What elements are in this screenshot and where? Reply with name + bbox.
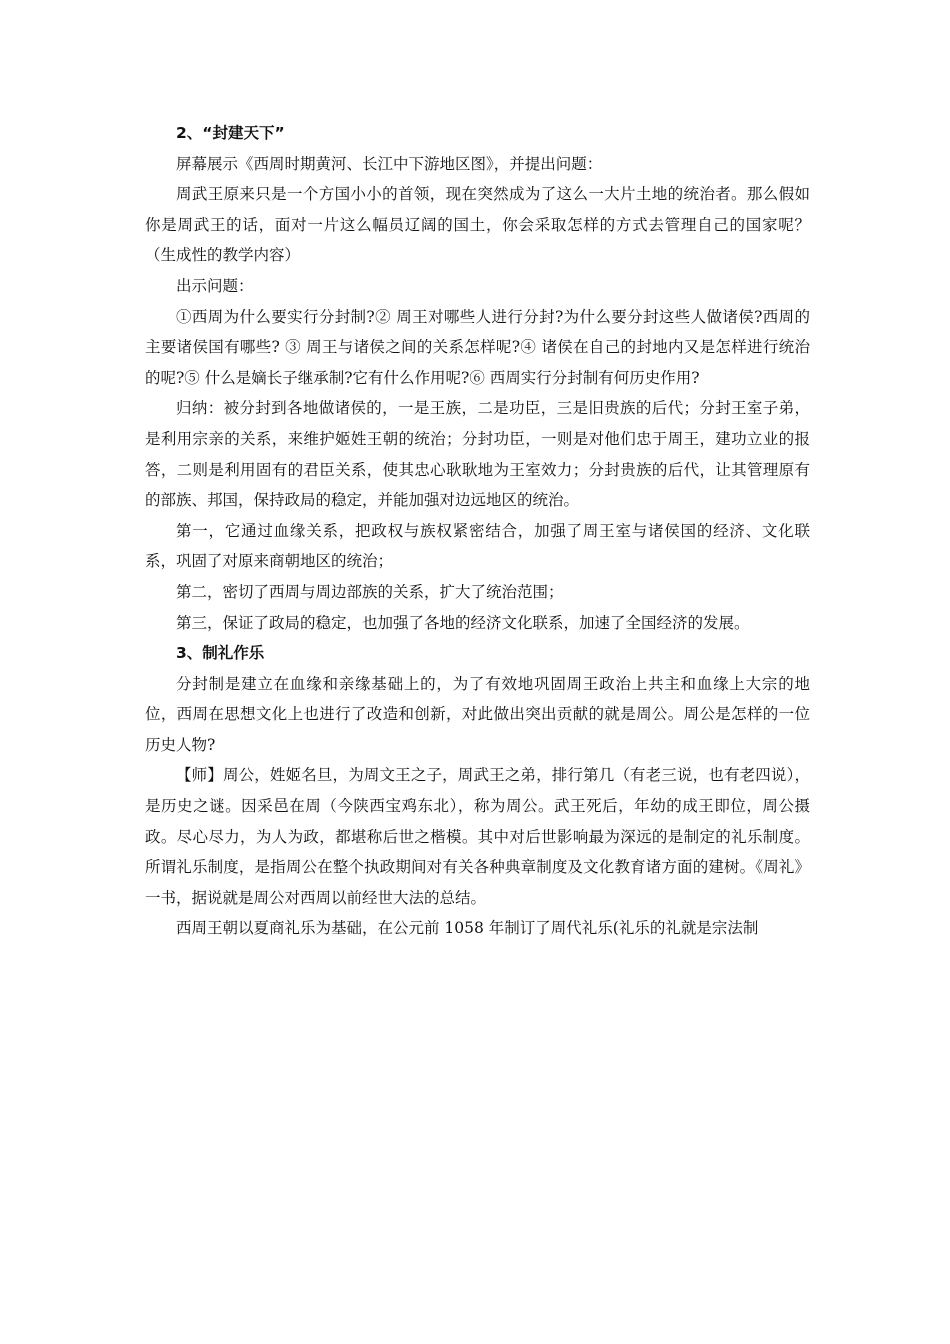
document-page <box>145 118 810 944</box>
paragraph: 第二，密切了西周与周边部族的关系，扩大了统治范围； <box>176 582 564 601</box>
paragraph: 屏幕展示《西周时期黄河、长江中下游地区图》，并提出问题： <box>176 154 603 173</box>
paragraph: 分封制是建立在血缘和亲缘基础上的，为了有效地巩固周王政治上共主和血缘上大宗的地位，西周在思想文化上也进行了改造和创新，对此做出突出贡献的就是周公。周公是怎样的一位历史人物? <box>145 674 810 754</box>
section-heading-zhili: 3、制礼作乐 <box>176 644 265 663</box>
paragraph: 西周王朝以夏商礼乐为基础，在公元前 1058 年制订了周代礼乐(礼乐的礼就是宗法制 <box>176 919 759 938</box>
paragraph: 周武王原来只是一个方国小小的首领，现在突然成为了这么一大片土地的统治者。那么假如你是周武王的话，面对一片这么幅员辽阔的国土，你会采取怎样的方式去管理自己的国家呢？（生成性的教学内容） <box>145 185 810 265</box>
paragraph: 第三，保证了政局的稳定，也加强了各地的经济文化联系，加速了全国经济的发展。 <box>176 613 750 632</box>
paragraph: 第一，它通过血缘关系，把政权与族权紧密结合，加强了周王室与诸侯国的经济、文化联系，巩固了对原来商朝地区的统治； <box>145 521 810 571</box>
paragraph-summary: 归纳：被分封到各地做诸侯的，一是王族，二是功臣，三是旧贵族的后代；分封王室子弟，是利用宗亲的关系，来维护姬姓王朝的统治；分封功臣，一则是对他们忠于周王，建功立业的报答，二则是利用固有的君臣关系，使其忠心耿耿地为王室效力；分封贵族的后代，让其管理原有的部族、邦国，保持政局的稳定，并能加强对边远地区的统治。 <box>145 399 810 510</box>
paragraph-teacher: 【师】周公，姓姬名旦，为周文王之子，周武王之弟，排行第几（有老三说，也有老四说），是历史之谜。因采邑在周（今陕西宝鸡东北），称为周公。武王死后，年幼的成王即位，周公摄政。尽心尽力，为人为政，都堪称后世之楷模。其中对后世影响最为深远的是制定的礼乐制度。所谓礼乐制度，是指周公在整个执政期间对有关各种典章制度及文化教育诸方面的建树。《周礼》一书，据说就是周公对西周以前经世大法的总结。 <box>145 766 810 907</box>
paragraph: 出示问题： <box>176 276 254 295</box>
paragraph-questions: ①西周为什么要实行分封制?② 周王对哪些人进行分封?为什么要分封这些人做诸侯?西周的主要诸侯国有哪些? ③ 周王与诸侯之间的关系怎样呢?④ 诸侯在自己的封地内又是怎样进行统治的呢?⑤ 什么是嫡长子继承制?它有什么作用呢?⑥ 西周实行分封制有何历史作用? <box>145 307 810 387</box>
section-heading-fengjian: 2、“封建天下” <box>176 124 285 142</box>
